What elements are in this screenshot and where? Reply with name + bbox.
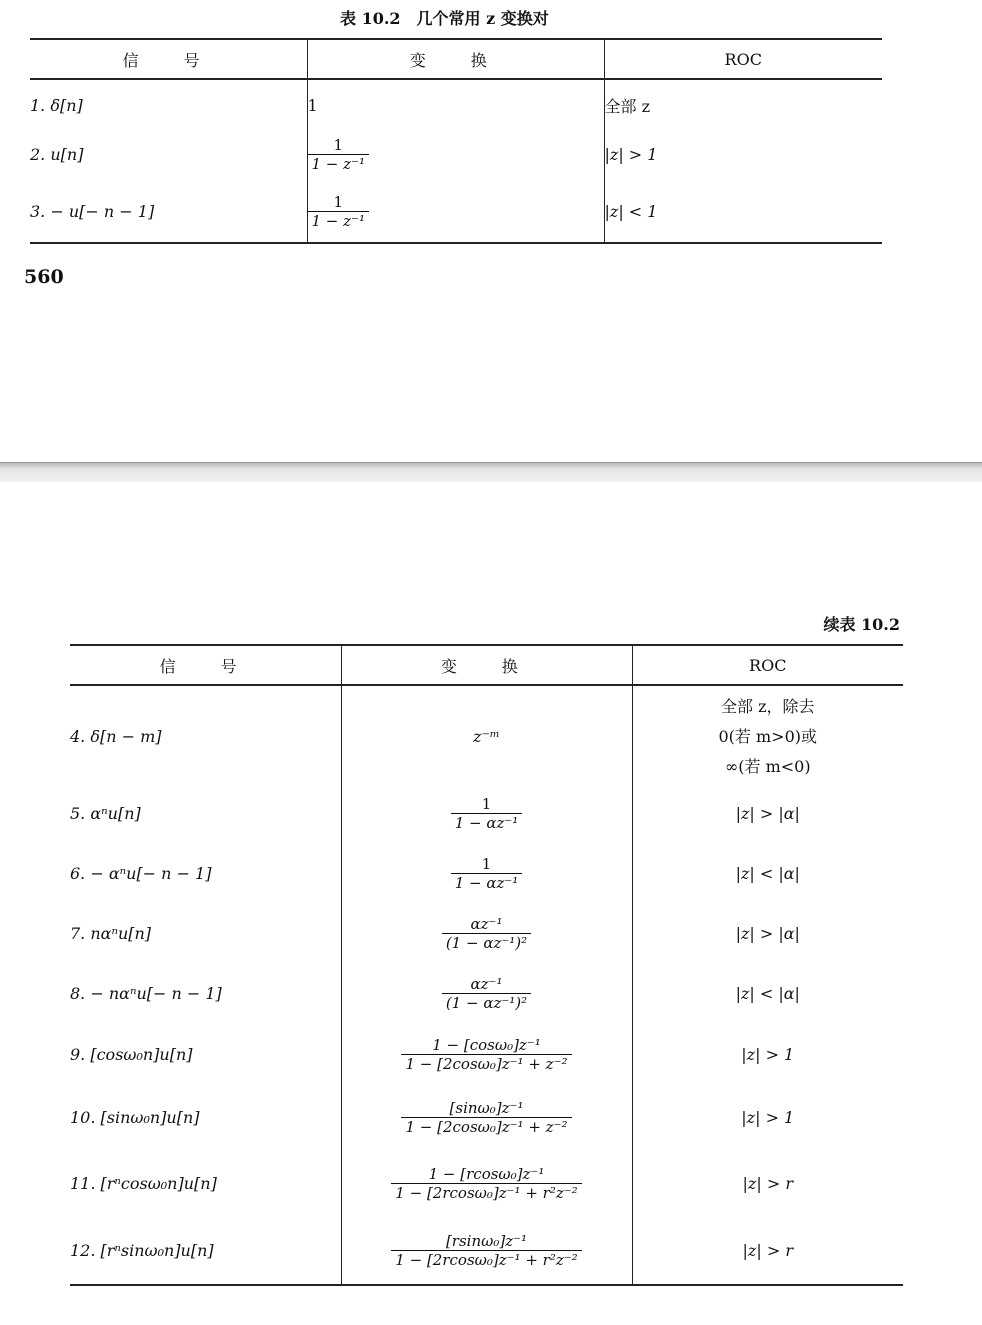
denominator: 1 − [2cosω₀]z⁻¹ + z⁻² — [401, 1054, 571, 1073]
signal-cell: 2. u[n] — [30, 144, 84, 164]
numerator: 1 — [481, 854, 492, 873]
signal-cell: 5. αⁿu[n] — [70, 803, 141, 823]
transform-cell — [341, 1149, 632, 1217]
signal-cell: 7. nαⁿu[n] — [70, 923, 152, 943]
transform-cell — [341, 963, 632, 1023]
denominator: 1 − αz⁻¹ — [451, 873, 523, 892]
fraction — [391, 1165, 581, 1202]
fraction — [308, 136, 369, 173]
roc-line: ∞(若 m<0) — [724, 756, 811, 776]
signal-cell: 12. [rⁿsinω₀n]u[n] — [70, 1217, 341, 1285]
header-roc: ROC — [604, 39, 882, 79]
denominator: (1 − αz⁻¹)² — [442, 993, 531, 1012]
roc-cell: |z| > |α| — [632, 783, 903, 843]
numerator: αz⁻¹ — [470, 914, 503, 933]
fraction — [451, 855, 523, 892]
roc-line: 全部 z，除去 — [720, 696, 815, 716]
table-row — [70, 903, 903, 963]
signal-cell: 8. − nαⁿu[− n − 1] — [70, 983, 222, 1003]
signal-cell: 4. δ[n − m] — [70, 727, 162, 746]
numerator: 1 − [rcosω₀]z⁻¹ — [428, 1164, 545, 1183]
roc-cell: |z| > r — [632, 1149, 903, 1217]
page-top — [0, 0, 982, 462]
table-row — [70, 1023, 903, 1085]
fraction — [401, 1099, 571, 1136]
transform-cell — [341, 843, 632, 903]
roc-cell: |z| > |α| — [632, 903, 903, 963]
roc-cell: |z| > 1 — [632, 1023, 903, 1085]
header-transform: 变 换 — [307, 39, 604, 79]
fraction — [401, 1036, 571, 1073]
roc-line: 0(若 m>0)或 — [718, 726, 817, 746]
table-row — [70, 783, 903, 843]
signal-cell: 6. − αⁿu[− n − 1] — [70, 863, 212, 883]
denominator: 1 − [2rcosω₀]z⁻¹ + r²z⁻² — [391, 1183, 581, 1202]
table-row — [70, 1149, 903, 1217]
roc-cell: |z| > 1 — [604, 127, 882, 181]
header-signal: 信 号 — [70, 645, 341, 685]
roc-cell: 全部 z — [604, 79, 882, 127]
signal-cell: 3. − u[− n − 1] — [30, 181, 307, 243]
roc-cell — [632, 685, 903, 783]
numerator: 1 — [333, 193, 344, 211]
transform-cell — [341, 1217, 632, 1285]
page-bottom — [0, 482, 982, 1325]
header-signal: 信 号 — [30, 39, 307, 79]
denominator: 1 − z⁻¹ — [308, 211, 369, 230]
signal-cell: 10. [sinω₀n]u[n] — [70, 1107, 200, 1127]
denominator: 1 − [2cosω₀]z⁻¹ + z⁻² — [401, 1117, 571, 1136]
signal-cell: 1. δ[n] — [30, 96, 83, 115]
fraction — [391, 1232, 581, 1269]
numerator: 1 − [cosω₀]z⁻¹ — [432, 1035, 541, 1054]
numerator: [rsinω₀]z⁻¹ — [445, 1232, 528, 1250]
numerator: [sinω₀]z⁻¹ — [449, 1098, 524, 1117]
transform-cell — [307, 127, 604, 181]
transform-cell — [341, 783, 632, 843]
roc-cell: |z| < 1 — [604, 181, 882, 243]
table-row — [30, 181, 882, 243]
roc-cell: |z| < |α| — [632, 843, 903, 903]
denominator: 1 − αz⁻¹ — [451, 813, 523, 832]
table-caption-continued: 续表 10.2 — [823, 615, 900, 634]
transform-cell — [341, 1023, 632, 1085]
transform-cell: z⁻ᵐ — [341, 685, 632, 783]
fraction — [442, 975, 531, 1012]
transform-cell: 1 — [307, 79, 604, 127]
table-row — [70, 1217, 903, 1285]
table-row — [30, 127, 882, 181]
roc-cell: |z| > 1 — [632, 1085, 903, 1149]
transform-cell — [341, 903, 632, 963]
fraction — [442, 915, 531, 952]
denominator: 1 − [2rcosω₀]z⁻¹ + r²z⁻² — [391, 1250, 581, 1269]
z-transform-table-part2 — [70, 644, 903, 1286]
fraction — [308, 193, 369, 230]
header-transform: 变 换 — [341, 645, 632, 685]
roc-cell: |z| > r — [632, 1217, 903, 1285]
roc-cell: |z| < |α| — [632, 963, 903, 1023]
signal-cell: 9. [cosω₀n]u[n] — [70, 1044, 193, 1064]
header-roc: ROC — [632, 645, 903, 685]
page-separator — [0, 462, 982, 483]
numerator: 1 — [333, 135, 344, 154]
table-row — [30, 79, 882, 127]
z-transform-table-part1 — [30, 38, 882, 244]
denominator: 1 − z⁻¹ — [308, 154, 369, 173]
table-row — [70, 685, 903, 783]
page-number: 560 — [24, 266, 64, 288]
fraction — [451, 795, 523, 832]
table-row — [70, 843, 903, 903]
signal-cell: 11. [rⁿcosω₀n]u[n] — [70, 1173, 217, 1193]
table-caption: 表 10.2 几个常用 z 变换对 — [340, 9, 549, 28]
numerator: 1 — [481, 794, 492, 813]
table-row — [70, 1085, 903, 1149]
table-row — [70, 963, 903, 1023]
transform-cell — [341, 1085, 632, 1149]
numerator: αz⁻¹ — [470, 974, 503, 993]
transform-cell — [307, 181, 604, 243]
denominator: (1 − αz⁻¹)² — [442, 933, 531, 952]
